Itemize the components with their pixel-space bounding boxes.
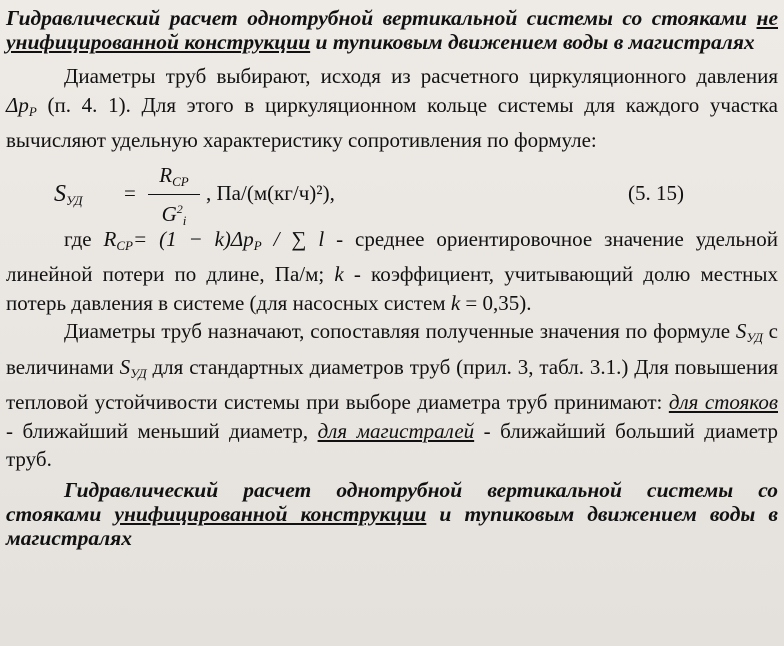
heading-underlined-phrase: не унифицированной конструкции: [6, 6, 778, 54]
formula-number: (5. 15): [628, 180, 684, 205]
document-content: [6, 6, 778, 550]
paragraph-diameter-assignment: Диаметры труб назначают, сопоставляя полученные значения по формуле $S_{УД}$ с величинами $S_{УД}$ для стандартных диаметров труб (прил. 3, табл. 3.1.) Для повышения тепловой устойчивости системы при выборе диаметра труб принимают: для стояков - ближайший меньший диаметр, для магистралей - ближайший больший диаметр труб.: [6, 319, 779, 471]
heading-underlined-phrase: унифицированной конструкции: [114, 501, 427, 526]
formula-units: , Па/(м(кг/ч)²),: [206, 180, 335, 205]
paragraph-diameter-selection: Диаметры труб выбирают, исходя из расчетного циркуляционного давления $\Delta p_P$ (п. 4. 1). Для этого в циркуляционном кольце системы для каждого участка вычисляют удельную характеристику сопротивления по формуле:: [6, 64, 778, 152]
formula-5-15: [6, 159, 778, 228]
paragraph-where-definitions: где $R_{CP}= (1 - k)\Delta p_P$ / ∑ l - среднее ориентировочное значение удельной линейной потери по длине, Па/м; k - коэффициент, учитывающий долю местных потерь давления в системе (для насосных систем k = 0,35).: [6, 226, 779, 315]
section-heading-nonunified: Гидравлический расчет однотрубной вертикальной системы со стояками не унифицированной конструкции и тупиковым движением воды в магистралях: [6, 6, 778, 54]
formula-numerator: $R_{CP}$: [159, 162, 189, 189]
formula-equals: =: [124, 180, 136, 205]
mains-phrase: для магистралей: [317, 418, 475, 443]
formula-fraction: [148, 163, 200, 233]
section-heading-unified: Гидравлический расчет однотрубной вертикальной системы со стояками унифицированной конструкции и тупиковым движением воды в магистралях: [6, 477, 778, 550]
fraction-bar: [148, 194, 200, 195]
formula-lhs: $S_{УД}$: [54, 180, 83, 208]
formula-denominator: $G^2_i$: [161, 201, 187, 228]
risers-phrase: для стояков: [668, 390, 778, 414]
